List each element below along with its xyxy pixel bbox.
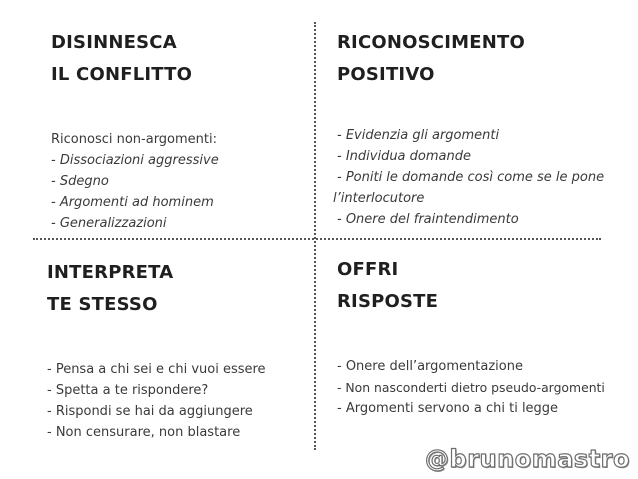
quadrant-riconoscimento xyxy=(333,27,632,230)
quadrant-interpreta xyxy=(47,257,302,443)
quadrant-heading xyxy=(337,254,637,318)
heading-line-2: TE STESSO xyxy=(47,294,158,315)
list-item: - Onere del fraintendimento xyxy=(337,212,519,227)
list-item: - Argomenti servono a chi ti legge xyxy=(337,401,559,416)
quadrant-list xyxy=(333,125,632,230)
heading-line-1: INTERPRETA xyxy=(47,262,174,283)
quadrant-heading xyxy=(51,27,301,91)
heading-line-1: RICONOSCIMENTO xyxy=(337,32,525,53)
list-item: - Pensa a chi sei e chi vuoi essere xyxy=(47,362,266,377)
quadrant-list xyxy=(47,359,302,443)
list-item: - Individua domande xyxy=(337,149,471,164)
quadrant-heading xyxy=(337,27,632,91)
list-item: - Poniti le domande così come se le pone l’interlocutore xyxy=(333,170,605,206)
quadrant-heading xyxy=(47,257,302,321)
list-item: - Dissociazioni aggressive xyxy=(51,153,219,168)
list-item: - Evidenzia gli argomenti xyxy=(337,128,500,143)
heading-line-2: IL CONFLITTO xyxy=(51,64,193,85)
heading-line-1: DISINNESCA xyxy=(51,32,177,53)
quadrant-list xyxy=(337,356,637,419)
quadrant-disinnesca xyxy=(51,27,301,234)
list-item: - Non nasconderti dietro pseudo-argomenti xyxy=(337,380,605,395)
list-item: - Argomenti ad hominem xyxy=(51,195,214,210)
list-item: - Onere dell’argomentazione xyxy=(337,359,523,374)
heading-line-2: POSITIVO xyxy=(337,64,435,85)
vertical-divider xyxy=(314,22,316,450)
heading-line-2: RISPOSTE xyxy=(337,291,439,312)
author-watermark: @brunomastro xyxy=(425,445,630,473)
list-item: - Spetta a te rispondere? xyxy=(47,383,209,398)
quadrant-offri xyxy=(337,254,637,419)
list-intro: Riconosci non-argomenti: xyxy=(51,132,218,147)
horizontal-divider xyxy=(33,238,601,240)
list-item: - Sdegno xyxy=(51,174,109,189)
list-item: - Generalizzazioni xyxy=(51,216,167,231)
list-item: - Rispondi se hai da aggiungere xyxy=(47,404,253,419)
quadrant-list xyxy=(51,129,301,234)
list-item: - Non censurare, non blastare xyxy=(47,425,241,440)
heading-line-1: OFFRI xyxy=(337,259,399,280)
